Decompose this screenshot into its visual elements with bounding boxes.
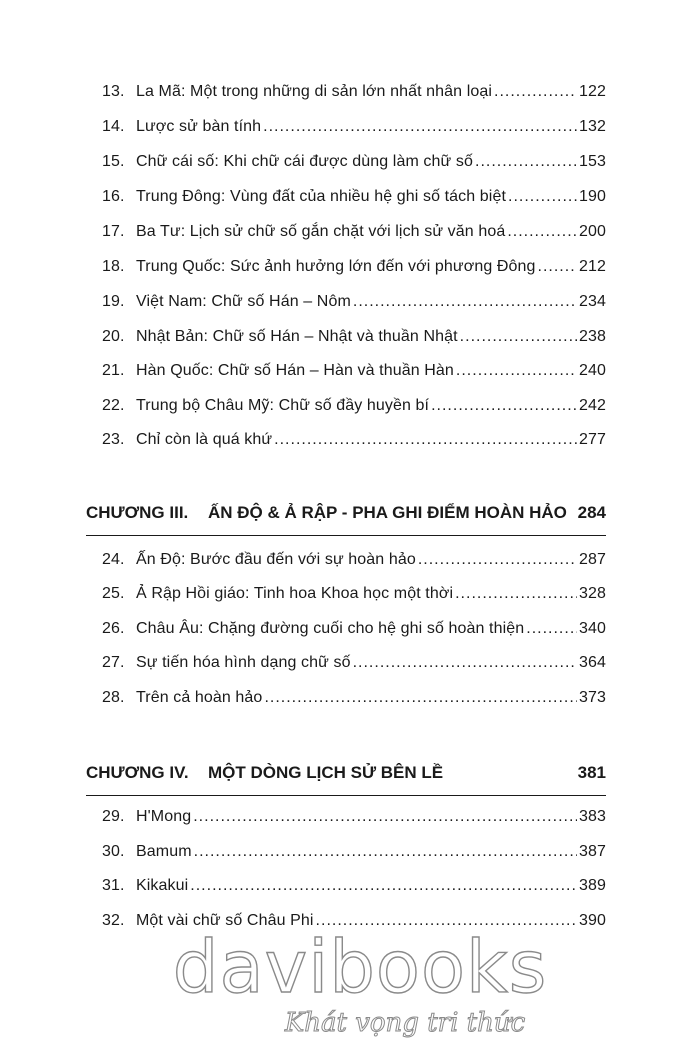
- entry-page-number: 200: [579, 223, 606, 240]
- watermark-tagline: Khát vọng tri thức: [284, 1008, 526, 1038]
- entry-title: La Mã: Một trong những di sản lớn nhất nhân loại: [136, 83, 493, 100]
- chapter-title: ẤN ĐỘ & Ả RẬP - PHA GHI ĐIỂM HOÀN HẢO: [208, 503, 567, 522]
- entry-number: 27.: [102, 654, 125, 671]
- entry-number: 26.: [102, 620, 125, 637]
- entry-title: Trung Đông: Vùng đất của nhiều hệ ghi số tách biệt: [136, 188, 506, 205]
- dot-leader: [475, 148, 577, 176]
- entry-number: 18.: [102, 258, 125, 275]
- entry-title: Lược sử bàn tính: [136, 118, 262, 135]
- entry-title: Trên cả hoàn hảo: [136, 689, 263, 706]
- entry-number: 30.: [102, 843, 125, 860]
- chapter-page-number: 381: [577, 763, 606, 782]
- dot-leader: [418, 546, 577, 574]
- dot-leader: [526, 615, 577, 643]
- entry-page-number: 387: [579, 843, 606, 860]
- chapter-title: MỘT DÒNG LỊCH SỬ BÊN LỀ: [208, 763, 444, 782]
- entry-number: 24.: [102, 551, 125, 568]
- toc-entry[interactable]: [102, 183, 606, 211]
- entry-title: Ấn Độ: Bước đầu đến với sự hoàn hảo: [136, 551, 416, 568]
- entry-page-number: 389: [579, 877, 606, 894]
- dot-leader: [508, 183, 577, 211]
- watermark-brand: davibooks: [172, 925, 548, 1009]
- dot-leader: [538, 253, 577, 281]
- entry-title: Việt Nam: Chữ số Hán – Nôm: [136, 293, 351, 310]
- entry-page-number: 328: [579, 585, 606, 602]
- dot-leader: [316, 907, 577, 935]
- chapter-divider: [86, 795, 606, 796]
- entry-title: Bamum: [136, 843, 192, 860]
- entry-number: 32.: [102, 912, 125, 929]
- publisher-watermark: [150, 925, 570, 1038]
- dot-leader: [353, 649, 577, 677]
- toc-entry[interactable]: [102, 615, 606, 643]
- entry-number: 25.: [102, 585, 125, 602]
- toc-entry[interactable]: [102, 838, 606, 866]
- toc-entry[interactable]: [102, 546, 606, 574]
- chapter-label: CHƯƠNG III.: [86, 503, 189, 522]
- entry-number: 28.: [102, 689, 125, 706]
- dot-leader: [507, 218, 577, 246]
- entry-title: Hàn Quốc: Chữ số Hán – Hàn và thuần Hàn: [136, 362, 454, 379]
- entry-number: 31.: [102, 877, 125, 894]
- entry-page-number: 238: [579, 328, 606, 345]
- entry-title: Trung Quốc: Sức ảnh hưởng lớn đến với phương Đông: [136, 258, 536, 275]
- toc-entry[interactable]: [102, 872, 606, 900]
- dot-leader: [431, 392, 577, 420]
- toc-entry[interactable]: [102, 78, 606, 106]
- toc-entry[interactable]: [102, 323, 606, 351]
- entry-title: Kikakui: [136, 877, 189, 894]
- entry-number: 17.: [102, 223, 125, 240]
- entry-title: Châu Âu: Chặng đường cuối cho hệ ghi số hoàn thiện: [136, 620, 525, 637]
- entry-page-number: 242: [579, 397, 606, 414]
- entry-page-number: 153: [579, 153, 606, 170]
- entry-page-number: 234: [579, 293, 606, 310]
- toc-entry[interactable]: [102, 907, 606, 935]
- entry-page-number: 240: [579, 362, 606, 379]
- chapter-heading[interactable]: [86, 498, 606, 528]
- dot-leader: [193, 803, 577, 831]
- entry-number: 14.: [102, 118, 125, 135]
- dot-leader: [263, 113, 577, 141]
- entry-number: 15.: [102, 153, 125, 170]
- entry-number: 21.: [102, 362, 125, 379]
- toc-entry[interactable]: [102, 426, 606, 454]
- entry-number: 19.: [102, 293, 125, 310]
- dot-leader: [494, 78, 577, 106]
- entry-title: Sự tiến hóa hình dạng chữ số: [136, 654, 351, 671]
- toc-entry[interactable]: [102, 803, 606, 831]
- entry-number: 16.: [102, 188, 125, 205]
- toc-entry[interactable]: [102, 684, 606, 712]
- entry-title: Nhật Bản: Chữ số Hán – Nhật và thuần Nhật: [136, 328, 458, 345]
- entry-title: Chữ cái số: Khi chữ cái được dùng làm chữ số: [136, 153, 473, 170]
- dot-leader: [353, 288, 577, 316]
- chapter-page-number: 284: [577, 503, 606, 522]
- entry-page-number: 340: [579, 620, 606, 637]
- toc-entry[interactable]: [102, 357, 606, 385]
- toc-entry[interactable]: [102, 392, 606, 420]
- entry-page-number: 132: [579, 118, 606, 135]
- chapter-label: CHƯƠNG IV.: [86, 763, 189, 782]
- chapter-heading[interactable]: [86, 758, 606, 788]
- entry-number: 20.: [102, 328, 125, 345]
- entry-title: Chỉ còn là quá khứ: [136, 431, 273, 448]
- entry-title: H'Mong: [136, 808, 192, 825]
- entry-number: 29.: [102, 808, 125, 825]
- toc-entry[interactable]: [102, 113, 606, 141]
- entry-page-number: 277: [579, 431, 606, 448]
- toc-entry[interactable]: [102, 218, 606, 246]
- dot-leader: [456, 357, 577, 385]
- toc-entry[interactable]: [102, 649, 606, 677]
- dot-leader: [274, 426, 577, 454]
- toc-entry[interactable]: [102, 580, 606, 608]
- entry-page-number: 364: [579, 654, 606, 671]
- dot-leader: [194, 838, 577, 866]
- entry-title: Trung bộ Châu Mỹ: Chữ số đầy huyền bí: [136, 397, 430, 414]
- chapter-divider: [86, 535, 606, 536]
- entry-page-number: 383: [579, 808, 606, 825]
- dot-leader: [264, 684, 577, 712]
- entry-title: Ả Rập Hồi giáo: Tinh hoa Khoa học một thời: [136, 585, 454, 602]
- dot-leader: [455, 580, 577, 608]
- toc-entry[interactable]: [102, 148, 606, 176]
- entry-page-number: 190: [579, 188, 606, 205]
- entry-page-number: 373: [579, 689, 606, 706]
- entry-title: Ba Tư: Lịch sử chữ số gắn chặt với lịch sử văn hoá: [136, 223, 506, 240]
- entry-page-number: 390: [579, 912, 606, 929]
- toc-entry[interactable]: [102, 288, 606, 316]
- toc-entry[interactable]: [102, 253, 606, 281]
- entry-number: 13.: [102, 83, 125, 100]
- dot-leader: [190, 872, 577, 900]
- dot-leader: [460, 323, 577, 351]
- entry-page-number: 122: [579, 83, 606, 100]
- entry-page-number: 212: [579, 258, 606, 275]
- entry-number: 22.: [102, 397, 125, 414]
- entry-page-number: 287: [579, 551, 606, 568]
- entry-title: Một vài chữ số Châu Phi: [136, 912, 314, 929]
- entry-number: 23.: [102, 431, 125, 448]
